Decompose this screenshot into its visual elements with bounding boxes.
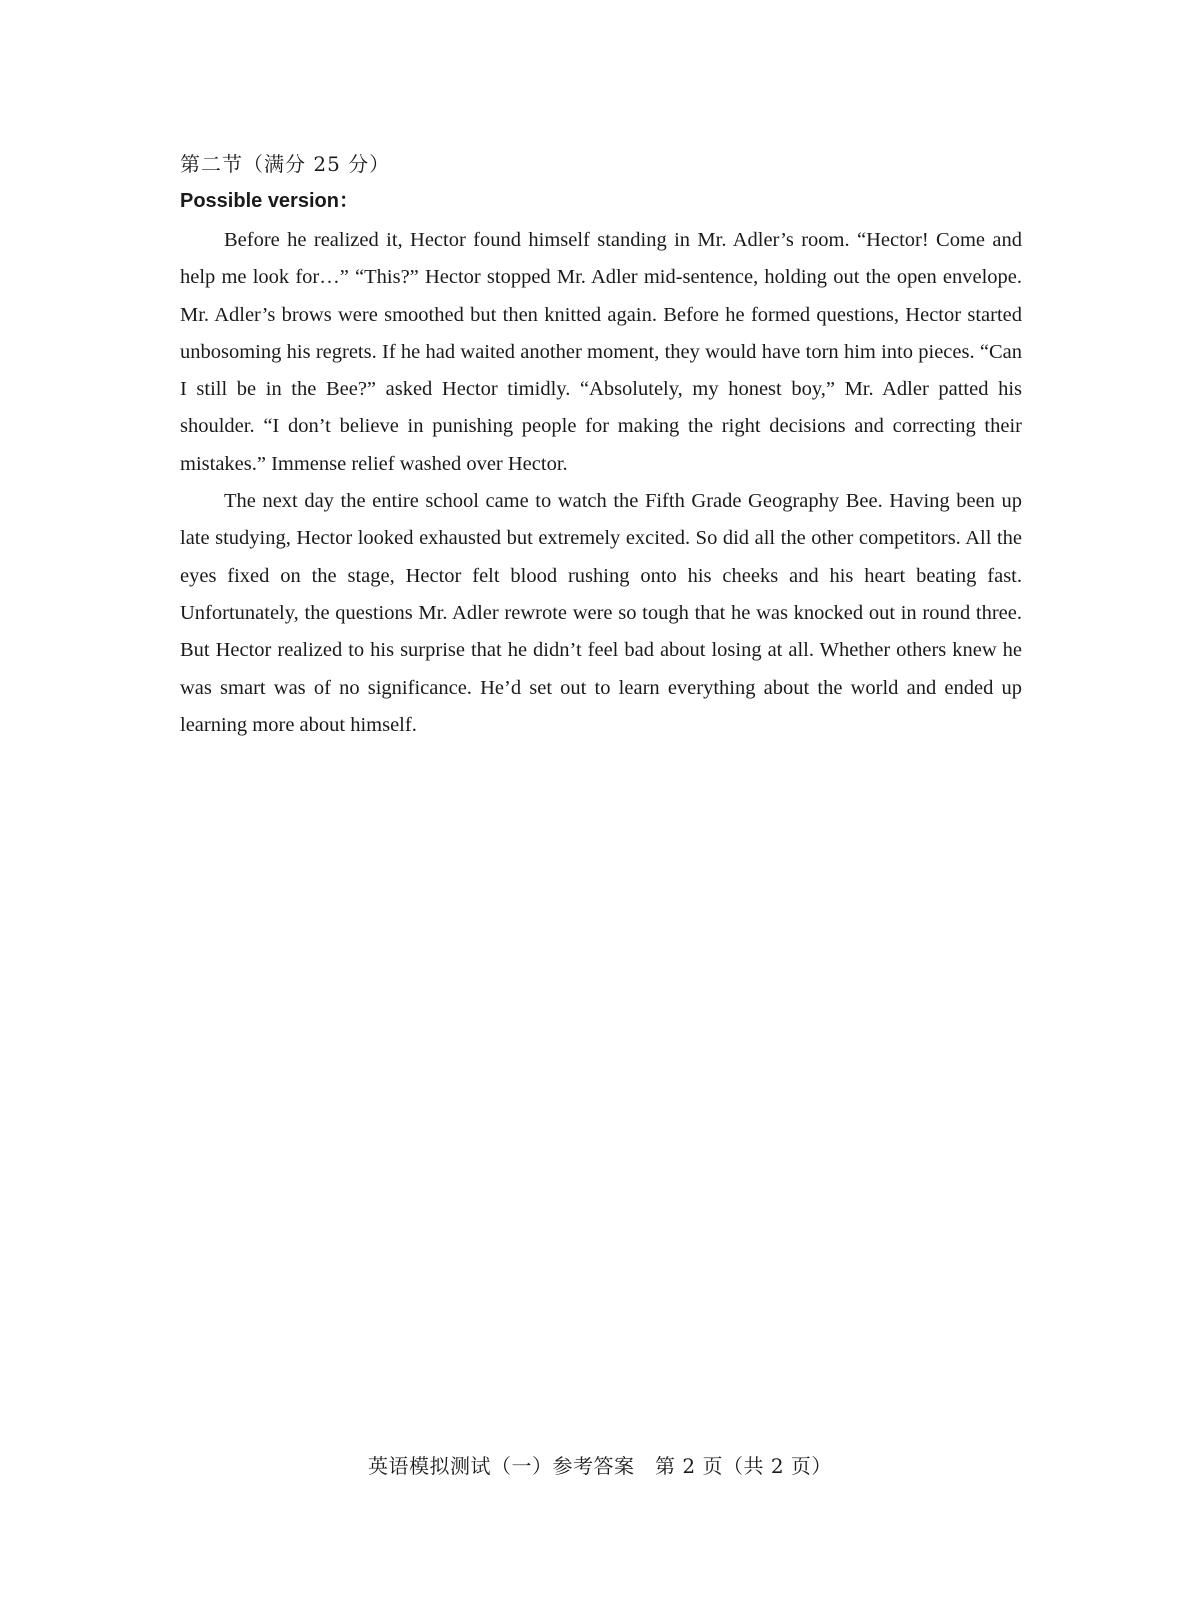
answer-content: [180, 150, 1022, 744]
section-title: 第二节（满分 25 分）: [180, 152, 391, 176]
paragraph-2: The next day the entire school came to watch the Fifth Grade Geography Bee. Having been up late studying, Hector looked exhausted but extremely excited. So did all the other competitors. All the eyes fixed on the stage, Hector felt blood rushing onto his cheeks and his heart beating fast. Unfortunately, the questions Mr. Adler rewrote were so tough that he was knocked out in round three. But Hector realized to his surprise that he didn’t feel bad about losing at all. Whether others knew he was smart was of no significance. He’d set out to learn everything about the world and ended up learning more about himself.: [180, 490, 1022, 736]
version-label: Possible version：: [180, 190, 359, 212]
paragraph-1: Before he realized it, Hector found himself standing in Mr. Adler’s room. “Hector! Come and help me look for…” “This?” Hector stopped Mr. Adler mid-sentence, holding out the open envelope. Mr. Adler’s brows were smoothed but then knitted again. Before he formed questions, Hector started unbosoming his regrets. If he had waited another moment, they would have torn him into pieces. “Can I still be in the Bee?” asked Hector timidly. “Absolutely, my honest boy,” Mr. Adler patted his shoulder. “I don’t believe in punishing people for making the right decisions and correcting their mistakes.” Immense relief washed over Hector.: [180, 229, 1022, 475]
page-footer: 英语模拟测试（一）参考答案 第 2 页（共 2 页）: [368, 1454, 832, 1478]
